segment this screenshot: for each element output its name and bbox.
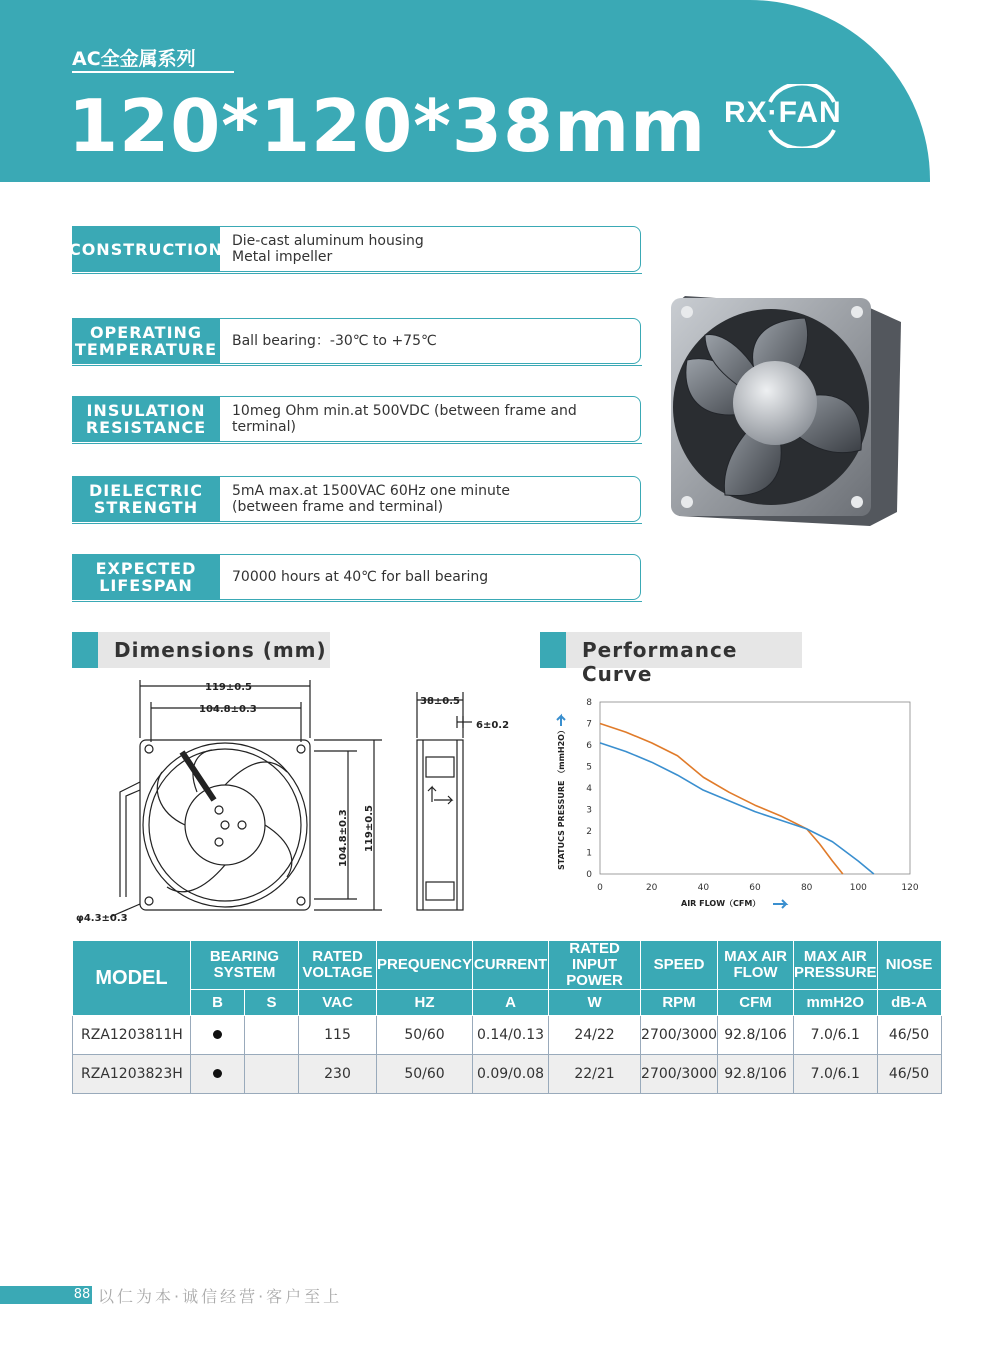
spec-label: CONSTRUCTION — [72, 226, 220, 272]
logo-text: RX·FAN — [724, 96, 842, 129]
spec-value: 10meg Ohm min.at 500VDC (between frame and terminal) — [232, 403, 577, 435]
performance-title: Performance Curve — [582, 638, 738, 686]
cell-bearing-b — [191, 1016, 245, 1055]
cell-bearing-s — [245, 1055, 299, 1094]
x-tick-label: 100 — [849, 883, 867, 893]
cell-noise: 46/50 — [877, 1016, 941, 1055]
series-title: AC全金属系列 — [72, 48, 196, 70]
header-speed: SPEED — [641, 941, 718, 990]
cell-voltage: 115 — [299, 1016, 377, 1055]
page-number: 88 — [73, 1287, 91, 1302]
cell-pressure: 7.0/6.1 — [794, 1016, 878, 1055]
ball-bearing-dot-icon — [213, 1030, 222, 1039]
cell-power: 24/22 — [549, 1016, 641, 1055]
y-tick-label: 1 — [586, 848, 592, 859]
table-row — [73, 1055, 942, 1094]
dim-hole: φ4.3±0.3 — [76, 913, 128, 924]
spec-underline — [72, 365, 642, 366]
dim-depth: 38±0.5 — [420, 696, 461, 707]
spec-value: 70000 hours at 40℃ for ball bearing — [232, 569, 489, 585]
ball-bearing-dot-icon — [213, 1069, 222, 1078]
cell-bearing-b — [191, 1055, 245, 1094]
performance-heading — [540, 632, 802, 686]
series-line-1 — [600, 724, 843, 875]
header-current: CURRENT — [473, 941, 549, 990]
unit-vac: VAC — [299, 990, 377, 1016]
header-bearing: BEARING SYSTEM — [191, 941, 299, 990]
y-axis-label: STATUCS PRESSURE （mmH2O） — [557, 726, 566, 870]
x-tick-label: 40 — [697, 883, 710, 893]
heading-accent — [72, 632, 98, 668]
unit-hz: HZ — [377, 990, 473, 1016]
heading-accent — [540, 632, 566, 668]
dim-width-outer: 119±0.5 — [205, 682, 252, 693]
spec-value-box — [220, 318, 641, 364]
cell-noise: 46/50 — [877, 1055, 941, 1094]
spec-underline — [72, 523, 642, 524]
unit-mmh2o: mmH2O — [794, 990, 878, 1016]
spec-label: DIELECTRIC STRENGTH — [72, 476, 220, 522]
dimension-drawing — [72, 672, 532, 932]
model-spec-table — [72, 940, 942, 1094]
spec-value-box — [220, 396, 641, 442]
header-voltage: RATED VOLTAGE — [299, 941, 377, 990]
cell-pressure: 7.0/6.1 — [794, 1055, 878, 1094]
unit-s: S — [245, 990, 299, 1016]
dim-height-inner: 104.8±0.3 — [338, 809, 349, 867]
dim-width-inner: 104.8±0.3 — [199, 704, 257, 715]
y-tick-label: 2 — [586, 827, 592, 837]
dimensions-title: Dimensions (mm) — [114, 638, 327, 662]
cell-power: 22/21 — [549, 1055, 641, 1094]
x-axis-label: AIR FLOW（CFM） — [681, 899, 761, 908]
y-tick-label: 3 — [586, 805, 592, 816]
spec-value: Ball bearing：-30℃ to +75℃ — [232, 333, 437, 349]
cell-model: RZA1203823H — [73, 1055, 191, 1094]
brand-logo — [724, 84, 864, 148]
cell-current: 0.14/0.13 — [473, 1016, 549, 1055]
unit-dba: dB-A — [877, 990, 941, 1016]
spec-construction — [68, 226, 642, 272]
header-airflow: MAX AIR FLOW — [718, 941, 794, 990]
dim-height-outer: 119±0.5 — [364, 805, 375, 852]
unit-rpm: RPM — [641, 990, 718, 1016]
cell-speed: 2700/3000 — [641, 1055, 718, 1094]
x-tick-label: 80 — [800, 883, 813, 893]
spec-dielectric-strength — [72, 476, 642, 522]
header-power: RATED INPUT POWER — [549, 941, 641, 990]
spec-insulation-resistance — [72, 396, 642, 442]
dimensions-heading — [72, 632, 330, 668]
y-tick-label: 6 — [586, 741, 592, 751]
series-underline — [72, 71, 234, 73]
spec-underline — [72, 601, 642, 602]
x-tick-label: 0 — [597, 883, 603, 893]
spec-underline — [72, 273, 642, 274]
unit-cfm: CFM — [718, 990, 794, 1016]
fan-product-image — [665, 290, 905, 530]
y-tick-label: 8 — [586, 698, 592, 708]
unit-w: W — [549, 990, 641, 1016]
x-tick-label: 60 — [749, 883, 761, 893]
header-model: MODEL — [73, 941, 191, 1016]
y-tick-label: 7 — [586, 719, 592, 730]
y-tick-label: 5 — [586, 762, 592, 773]
spec-operating-temperature — [72, 318, 642, 364]
header-pressure: MAX AIR PRESSURE — [794, 941, 878, 990]
y-tick-label: 0 — [586, 870, 592, 880]
cell-voltage: 230 — [299, 1055, 377, 1094]
spec-label: INSULATION RESISTANCE — [72, 396, 220, 442]
cell-speed: 2700/3000 — [641, 1016, 718, 1055]
cell-airflow: 92.8/106 — [718, 1016, 794, 1055]
dim-flange: 6±0.2 — [476, 720, 510, 731]
spec-expected-lifespan — [72, 554, 642, 600]
header-noise: NIOSE — [877, 941, 941, 990]
cell-frequency: 50/60 — [377, 1055, 473, 1094]
spec-value-box — [220, 226, 641, 272]
spec-label: EXPECTED LIFESPAN — [72, 554, 220, 600]
series-line-2 — [600, 743, 874, 874]
spec-label: OPERATING TEMPERATURE — [72, 318, 220, 364]
table-row — [73, 1016, 942, 1055]
cell-current: 0.09/0.08 — [473, 1055, 549, 1094]
spec-value: Die-cast aluminum housing Metal impeller — [232, 233, 424, 265]
spec-value-box — [220, 554, 641, 600]
cell-frequency: 50/60 — [377, 1016, 473, 1055]
spec-value: 5mA max.at 1500VAC 60Hz one minute (between frame and terminal) — [232, 483, 510, 515]
x-axis-arrow-icon — [773, 900, 786, 908]
y-tick-label: 4 — [586, 784, 592, 794]
spec-value-box — [220, 476, 641, 522]
footer-slogan: 以仁为本·诚信经营·客户至上 — [98, 1287, 343, 1306]
cell-airflow: 92.8/106 — [718, 1055, 794, 1094]
plot-frame — [600, 702, 910, 874]
x-tick-label: 120 — [901, 883, 919, 893]
y-axis-arrow-icon — [557, 716, 565, 726]
footer-accent-bar — [0, 1286, 72, 1304]
spec-underline — [72, 443, 642, 444]
page-header — [0, 0, 1000, 182]
unit-b: B — [191, 990, 245, 1016]
x-tick-label: 20 — [645, 883, 658, 893]
product-size-title: 120*120*38mm — [68, 84, 707, 168]
cell-bearing-s — [245, 1016, 299, 1055]
header-frequency: PREQUENCY — [377, 941, 473, 990]
unit-a: A — [473, 990, 549, 1016]
performance-chart — [548, 690, 928, 920]
cell-model: RZA1203811H — [73, 1016, 191, 1055]
